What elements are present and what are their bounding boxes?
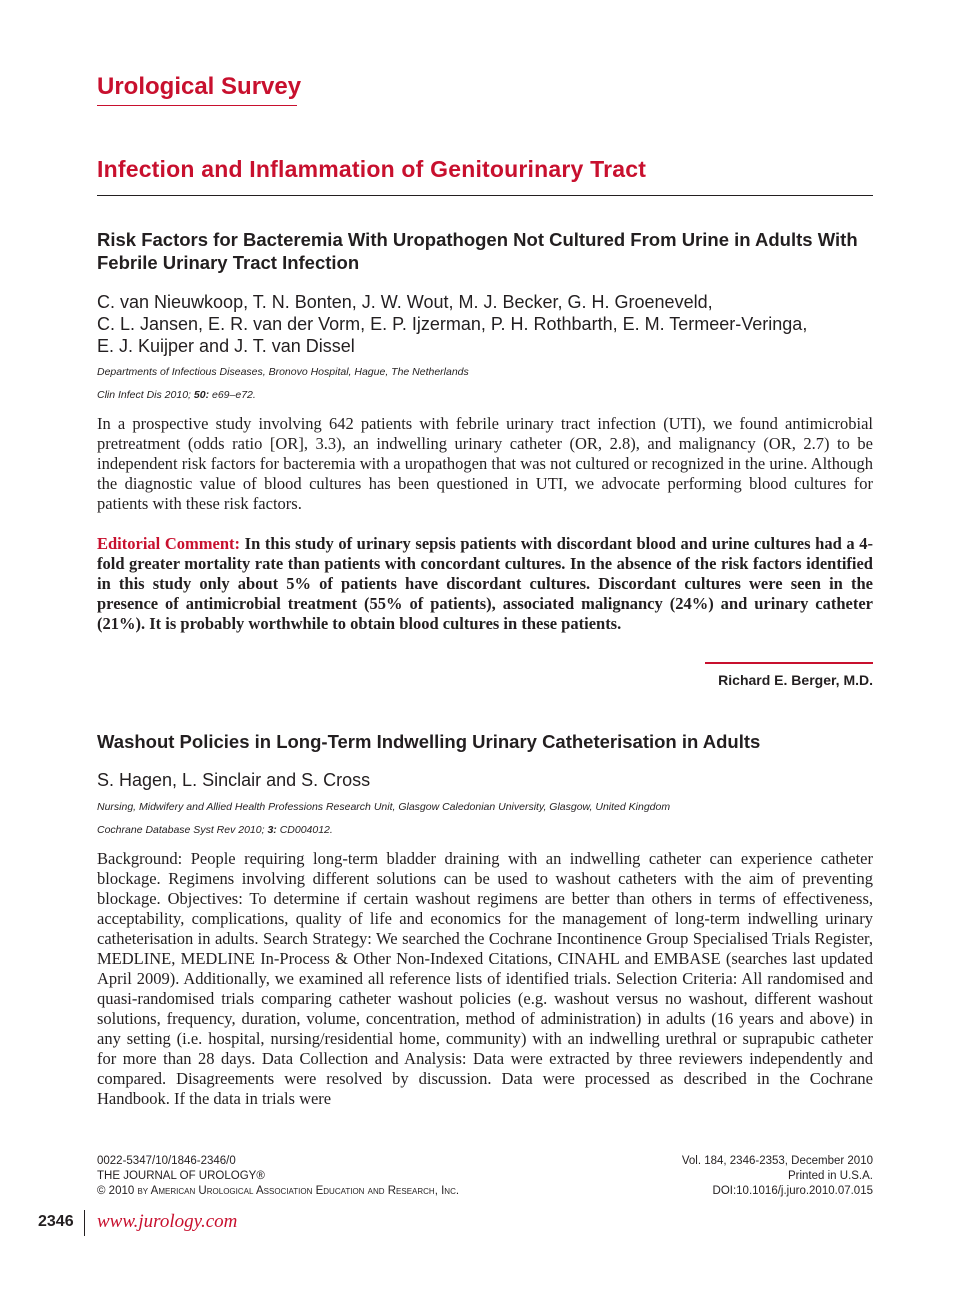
editor-signature-rule <box>705 662 873 664</box>
article-affiliation: Departments of Infectious Diseases, Bronovo Hospital, Hague, The Netherlands <box>97 366 469 378</box>
footer-left <box>97 1154 459 1199</box>
editor-name: Richard E. Berger, M.D. <box>718 672 873 688</box>
article-1 <box>97 228 873 274</box>
section-divider <box>97 195 873 196</box>
author-line: S. Hagen, L. Sinclair and S. Cross <box>97 770 371 790</box>
copyright: © 2010 by American Urological Association Education and Research, Inc. <box>97 1185 460 1197</box>
volume-info: Vol. 184, 2346-2353, December 2010 <box>681 1155 873 1167</box>
footer-right <box>682 1154 873 1199</box>
article-title: Risk Factors for Bacteremia With Uropathogen Not Cultured From Urine in Adults With Febrile Urinary Tract Infection <box>97 229 858 273</box>
editorial-comment <box>97 534 873 634</box>
article-affiliation: Nursing, Midwifery and Allied Health Professions Research Unit, Glasgow Caledonian University, Glasgow, United Kingdom <box>97 801 671 813</box>
citation-pages: CD004012. <box>276 824 333 836</box>
citation-journal: Clin Infect Dis 2010; <box>97 389 194 401</box>
citation-volume: 3: <box>267 824 277 836</box>
article-citation <box>97 823 333 837</box>
citation-journal: Cochrane Database Syst Rev 2010; <box>97 824 268 836</box>
citation-pages: e69–e72. <box>209 389 256 401</box>
article-citation <box>97 388 256 402</box>
printed-in: Printed in U.S.A. <box>787 1170 873 1182</box>
article-abstract: In a prospective study involving 642 patients with febrile urinary tract infection (UTI), we found antimicrobial pretreatment (odds ratio [OR], 3.3), an indwelling urinary catheter (OR, 2.8), and malignancy (OR, 2.7) to be independent risk factors for bacteremia with a uropathogen that was not cultured or recognized in the urine. Although the diagnostic value of blood cultures has been questioned in UTI, we advocate performing blood cultures for patients with these risk factors. <box>97 414 873 513</box>
journal-name: THE JOURNAL OF UROLOGY® <box>97 1170 265 1182</box>
issn: 0022-5347/10/1846-2346/0 <box>97 1155 236 1167</box>
series-header <box>97 72 301 106</box>
series-title-underline <box>97 105 297 106</box>
citation-volume: 50: <box>193 389 210 401</box>
article-1-authors <box>97 291 873 357</box>
page-number: 2346 <box>38 1213 74 1230</box>
series-title: Urological Survey <box>97 73 302 100</box>
journal-url-link[interactable]: www.jurology.com <box>97 1211 238 1232</box>
article-title: Washout Policies in Long-Term Indwelling Urinary Catheterisation in Adults <box>97 731 761 752</box>
page-number-divider <box>84 1210 85 1236</box>
article-abstract: Background: People requiring long-term bladder draining with an indwelling catheter can experience catheter blockage. Regimens involving different solutions can be used to washout catheters with the aim of preventing blockage. Objectives: To determine if certain washout regimens are better than others in terms of effectiveness, acceptability, complications, quality of life and economics for the management of long-term indwelling urinary catheterisation in adults. Search Strategy: We searched the Cochrane Incontinence Group Specialised Trials Register, MEDLINE, MEDLINE In-Process & Other Non-Indexed Citations, CINAHL and EMBASE (searches last updated April 2009). Additionally, we examined all reference lists of identified trials. Selection Criteria: All randomised and quasi-randomised trials comparing catheter washout policies (e.g. washout versus no washout, different washout solutions, frequency, duration, volume, concentration, method of administration) in adults (16 years and above) in any setting (i.e. hospital, nursing/residential home, community) with an indwelling urethral or suprapubic catheter for more than 28 days. Data Collection and Analysis: Data were extracted by three reviewers independently and compared. Disagreements were resolved by discussion. Data were processed as described in the Cochrane Handbook. If the data in trials were <box>97 849 873 1108</box>
author-line: E. J. Kuijper and J. T. van Dissel <box>97 336 355 356</box>
doi: DOI:10.1016/j.juro.2010.07.015 <box>712 1185 873 1197</box>
editorial-label: Editorial Comment: <box>97 534 241 553</box>
editorial-text: In this study of urinary sepsis patients with discordant blood and urine cultures had a 4-fold greater mortality rate than patients with concordant cultures. In the absence of the risk factors identified in this study only about 5% of patients have discordant cultures. Discordant cultures were seen in the presence of antimicrobial treatment (55% of patients), associated malignancy (24%) and urinary catheter (21%). It is probably worthwhile to obtain blood cultures in these patients. <box>97 534 873 633</box>
author-line: C. L. Jansen, E. R. van der Vorm, E. P. Ijzerman, P. H. Rothbarth, E. M. Termeer-Veringa, <box>97 314 808 334</box>
section-title: Infection and Inflammation of Genitourinary Tract <box>97 156 647 182</box>
author-line: C. van Nieuwkoop, T. N. Bonten, J. W. Wout, M. J. Becker, G. H. Groeneveld, <box>97 292 713 312</box>
